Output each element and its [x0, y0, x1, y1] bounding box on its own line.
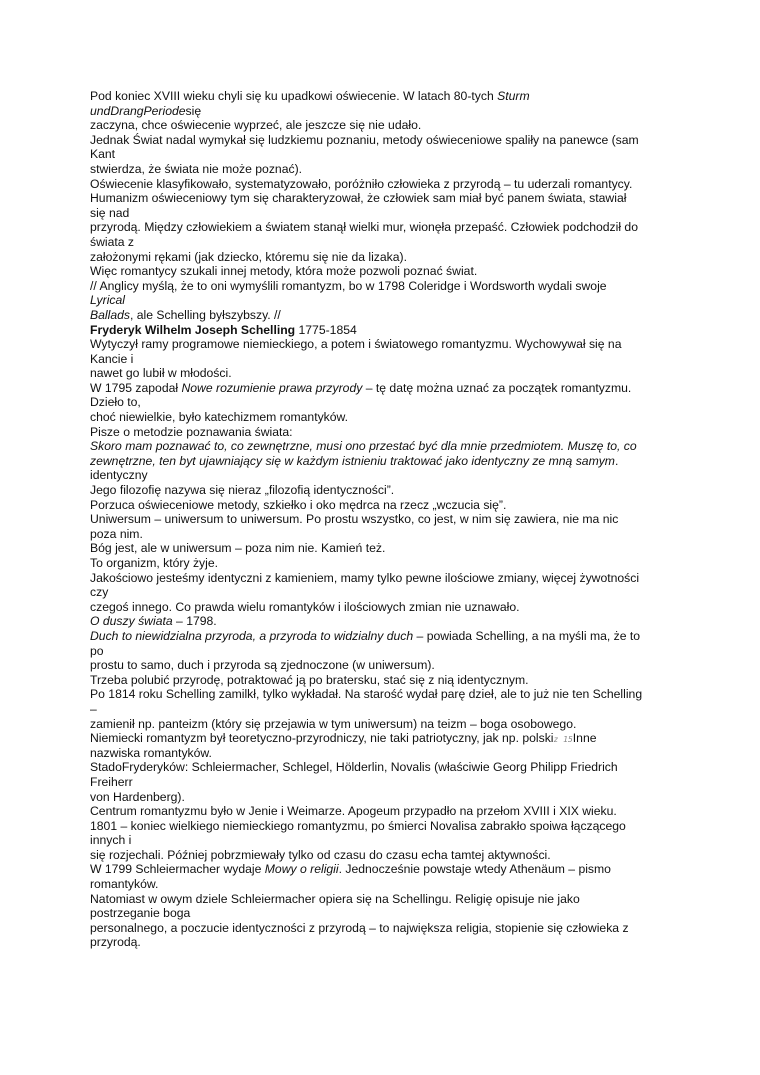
- text-line: [90, 877, 675, 892]
- italic-text: Skoro mam poznawać to, co zewnętrzne, musi ono przestać być dla mnie przedmiotem. Muszę to, co: [90, 439, 637, 454]
- text-run: świata z: [90, 234, 135, 249]
- text-run: innych i: [90, 833, 132, 848]
- text-run: po: [90, 643, 104, 658]
- text-line: [90, 600, 675, 615]
- text-line: [90, 89, 675, 104]
- text-line: [90, 118, 675, 133]
- text-run: się: [185, 103, 202, 118]
- text-run: . Jednocześnie powstaje wtedy Athenäum – pismo: [338, 862, 611, 877]
- text-line: [90, 279, 675, 294]
- text-run: zamienił np. panteizm (który się przejawia w tym uniwersum) na teizm – boga osobowego.: [90, 716, 577, 731]
- text-run: Uniwersum – uniwersum to uniwersum. Po prostu wszystko, co jest, w nim się zawiera, nie ma nic: [90, 512, 619, 527]
- text-run: Porzuca oświeceniowe metody, szkiełko i oko mędrca na rzecz „wczucia się”.: [90, 497, 507, 512]
- text-line: [90, 892, 675, 907]
- text-run: StadoFryderyków: Schleiermacher, Schlegel, Hölderlin, Novalis (właściwie Georg Philipp Friedrich: [90, 760, 618, 775]
- text-run: – 1798.: [172, 614, 217, 629]
- text-line: [90, 527, 675, 542]
- text-run: // Anglicy myślą, że to oni wymyślili romantyzm, bo w 1798 Coleridge i Wordsworth wydali swoje: [90, 278, 607, 293]
- text-line: [90, 366, 675, 381]
- text-line: [90, 264, 675, 279]
- text-line: [90, 191, 675, 206]
- text-run: Kancie i: [90, 351, 134, 366]
- text-line: [90, 220, 675, 235]
- text-line: [90, 819, 675, 834]
- margin-note: z 15: [553, 735, 573, 745]
- text-run: Jakościowo jesteśmy identyczni z kamieniem, mamy tylko pewne ilościowe zmiany, więcej żywotności: [90, 570, 640, 585]
- text-line: [90, 498, 675, 513]
- text-run: Jednak Świat nadal wymykał się ludzkiemu poznaniu, metody oświeceniowe spaliły na panewce (sam: [90, 132, 639, 147]
- text-line: [90, 790, 675, 805]
- text-run: postrzeganie boga: [90, 906, 191, 921]
- text-run: –: [90, 701, 97, 716]
- text-line: [90, 293, 675, 308]
- text-line: [90, 673, 675, 688]
- text-run: To organizm, który żyje.: [90, 556, 219, 570]
- text-line: [90, 395, 675, 410]
- text-run: Oświecenie klasyfikowało, systematyzowało, poróżniło człowieka z przyrodą – tu uderzali romantycy.: [90, 176, 633, 191]
- text-line: [90, 746, 675, 761]
- text-line: [90, 760, 675, 775]
- text-run: nawet go lubił w młodości.: [90, 366, 232, 381]
- text-run: założonymi rękami (jak dziecko, któremu się nie da lizaka).: [90, 249, 407, 264]
- text-run: Jego filozofię nazywa się nieraz „filozofią identyczności”.: [90, 483, 395, 498]
- text-line: [90, 323, 675, 338]
- text-line: [90, 935, 675, 950]
- text-line: [90, 571, 675, 586]
- text-run: Humanizm oświeceniowy tym się charakteryzował, że człowiek sam miał być panem świata, stawiał: [90, 191, 627, 206]
- italic-text: Lyrical: [90, 293, 125, 308]
- text-line: [90, 702, 675, 717]
- text-run: stwierdza, że świata nie może poznać).: [90, 161, 303, 176]
- text-line: [90, 425, 675, 440]
- text-run: się rozjechali. Później pobrzmiewały tylko od czasu do czasu echa tamtej aktywności.: [90, 847, 551, 862]
- text-line: [90, 848, 675, 863]
- text-run: Centrum romantyzmu było w Jenie i Weimarze. Apogeum przypadło na przełom XVIII i XIX wieku.: [90, 804, 617, 819]
- text-run: .: [614, 453, 619, 468]
- italic-text: zewnętrzne, ten byt ujawniający się w każdym istnieniu traktować jako identyczny ze mną samym: [90, 453, 615, 468]
- text-run: personalnego, a poczucie identyczności z przyrodą – to największa religia, stopienie się człowieka z: [90, 920, 629, 935]
- text-line: [90, 629, 675, 644]
- text-line: [90, 177, 675, 192]
- text-line: [90, 731, 675, 746]
- text-line: [90, 337, 675, 352]
- text-line: [90, 512, 675, 527]
- text-line: [90, 352, 675, 367]
- text-run: Po 1814 roku Schelling zamilkł, tylko wykładał. Na starość wydał parę dzieł, ale to już nie ten Schelling: [90, 687, 643, 702]
- text-run: Dzieło to,: [90, 395, 141, 410]
- text-line: [90, 133, 675, 148]
- text-line: [90, 658, 675, 673]
- text-run: W 1799 Schleiermacher wydaje: [90, 862, 265, 877]
- text-line: [90, 250, 675, 265]
- text-run: Więc romantycy szukali innej metody, która może pozwoli poznać świat.: [90, 264, 478, 279]
- text-line: [90, 439, 675, 454]
- text-run: przyrodą. Między człowiekiem a światem stanął wielki mur, wionęła przepaść. Człowiek podchodził do: [90, 220, 638, 235]
- text-line: [90, 804, 675, 819]
- text-run: von Hardenberg).: [90, 789, 185, 804]
- text-line: [90, 483, 675, 498]
- text-run: Bóg jest, ale w uniwersum – poza nim nie. Kamień też.: [90, 541, 386, 556]
- text-run: 1801 – koniec wielkiego niemieckiego romantyzmu, po śmierci Novalisa zabrakło spoiwa łączącego: [90, 818, 626, 833]
- text-line: [90, 147, 675, 162]
- text-run: , ale Schelling byłszybszy. //: [129, 307, 281, 322]
- text-line: [90, 162, 675, 177]
- text-line: [90, 104, 675, 119]
- text-run: romantyków.: [90, 877, 159, 892]
- italic-text: undDrangPeriode: [90, 103, 186, 118]
- italic-text: Nowe rozumienie prawa przyrody: [181, 380, 363, 395]
- text-run: prostu to samo, duch i przyroda są zjednoczone (w uniwersum).: [90, 658, 435, 673]
- text-run: – tę datę można uznać za początek romantyzmu.: [362, 380, 632, 395]
- text-line: [90, 235, 675, 250]
- text-run: poza nim.: [90, 526, 143, 541]
- text-run: identyczny: [90, 468, 148, 483]
- text-line: [90, 556, 675, 571]
- text-run: W 1795 zapodał: [90, 380, 182, 395]
- text-run: Natomiast w owym dziele Schleiermacher opiera się na Schellingu. Religię opisuje nie jako: [90, 891, 580, 906]
- italic-text: Duch to niewidzialna przyroda, a przyroda to widzialny duch: [90, 628, 414, 643]
- text-line: [90, 308, 675, 323]
- text-line: [90, 541, 675, 556]
- italic-text: Sturm: [497, 89, 530, 103]
- text-line: [90, 454, 675, 469]
- text-line: [90, 644, 675, 659]
- text-run: Trzeba polubić przyrodę, potraktować ją po bratersku, stać się z nią identycznym.: [90, 672, 529, 687]
- text-run: przyrodą.: [90, 935, 141, 950]
- text-line: [90, 906, 675, 921]
- text-run: Pod koniec XVIII wieku chyli się ku upadkowi oświecenie. W latach 80-tych: [90, 89, 498, 103]
- italic-text: Mowy o religii: [264, 862, 339, 877]
- text-run: Kant: [90, 147, 116, 162]
- text-line: [90, 468, 675, 483]
- text-line: [90, 410, 675, 425]
- text-run: się nad: [90, 205, 130, 220]
- text-run: Niemiecki romantyzm był teoretyczno-przyrodniczy, nie taki patriotyczny, jak np. polski: [90, 731, 554, 746]
- text-run: czy: [90, 585, 109, 600]
- text-line: [90, 717, 675, 732]
- text-line: [90, 921, 675, 936]
- text-run: Wytyczył ramy programowe niemieckiego, a potem i światowego romantyzmu. Wychowywał się na: [90, 337, 622, 352]
- text-run: Inne: [572, 731, 597, 746]
- italic-text: Ballads: [90, 307, 130, 322]
- text-run: Pisze o metodzie poznawania świata:: [90, 424, 293, 439]
- text-run: nazwiska romantyków.: [90, 745, 212, 760]
- text-line: [90, 585, 675, 600]
- text-line: [90, 687, 675, 702]
- text-line: [90, 206, 675, 221]
- text-run: czegoś innego. Co prawda wielu romantyków i ilościowych zmian nie uznawało.: [90, 599, 520, 614]
- text-line: [90, 862, 675, 877]
- italic-text: O duszy świata: [90, 614, 173, 629]
- document-body: [90, 89, 675, 950]
- text-line: [90, 381, 675, 396]
- text-run: 1775-1854: [295, 322, 357, 337]
- text-line: [90, 833, 675, 848]
- text-line: [90, 614, 675, 629]
- text-run: Freiherr: [90, 774, 133, 789]
- text-run: zaczyna, chce oświecenie wyprzeć, ale jeszcze się nie udało.: [90, 118, 422, 133]
- bold-text: Fryderyk Wilhelm Joseph Schelling: [90, 322, 296, 337]
- text-line: [90, 775, 675, 790]
- text-run: – powiada Schelling, a na myśli ma, że to: [413, 628, 641, 643]
- text-run: choć niewielkie, było katechizmem romantyków.: [90, 410, 349, 425]
